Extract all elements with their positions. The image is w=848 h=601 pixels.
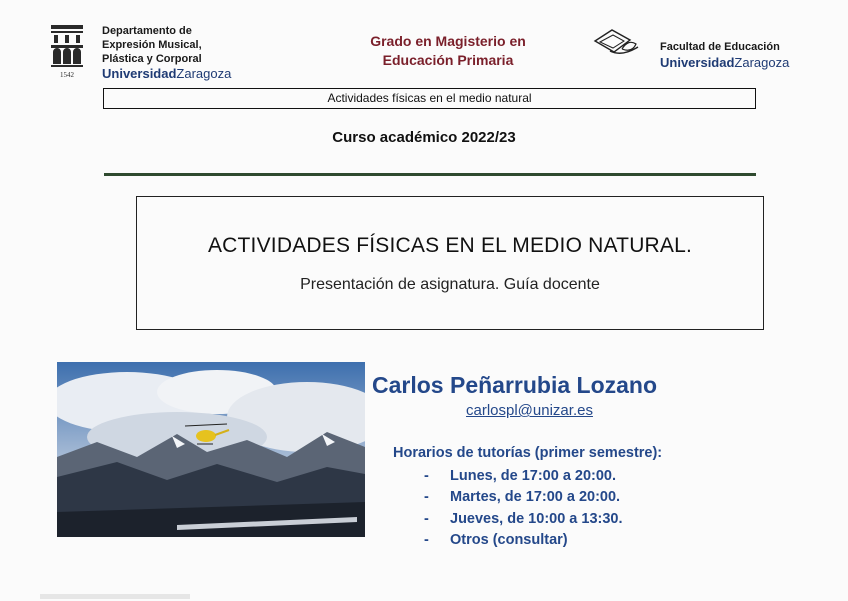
list-item: - Lunes, de 17:00 a 20:00. bbox=[424, 466, 623, 487]
crest-year: 1542 bbox=[60, 71, 74, 79]
degree-title: Grado en Magisterio en Educación Primaria bbox=[370, 33, 526, 68]
department-line: Plástica y Corporal bbox=[102, 53, 202, 65]
faculty-name: Facultad de Educación UniversidadZaragoza bbox=[660, 41, 790, 70]
bullet: - bbox=[424, 468, 429, 484]
university-name: UniversidadZaragoza bbox=[660, 55, 790, 70]
instructor-email-link[interactable]: carlospl@unizar.es bbox=[466, 402, 593, 419]
title-box bbox=[136, 196, 764, 330]
instructor-name: Carlos Peñarrubia Lozano bbox=[372, 372, 658, 398]
university-crest-icon bbox=[48, 22, 86, 80]
list-item: - Jueves, de 10:00 a 13:30. bbox=[424, 509, 623, 530]
department-name bbox=[102, 24, 231, 82]
office-hours-title: Horarios de tutorías (primer semestre): bbox=[393, 445, 663, 461]
scan-artifact bbox=[40, 594, 190, 599]
bullet: - bbox=[424, 531, 429, 548]
academic-year: Curso académico 2022/23 bbox=[332, 129, 516, 146]
faculty-quill-icon bbox=[592, 27, 642, 61]
list-item: - Otros (consultar) bbox=[424, 530, 623, 551]
department-line: Expresión Musical, bbox=[102, 39, 202, 51]
bullet: - bbox=[424, 489, 429, 506]
bullet: - bbox=[424, 510, 429, 527]
divider bbox=[104, 173, 756, 176]
page-subtitle: Presentación de asignatura. Guía docente bbox=[300, 276, 600, 293]
office-hours-list bbox=[424, 466, 623, 551]
helicopter-mountain-photo bbox=[57, 362, 365, 537]
subject-box: Actividades físicas en el medio natural bbox=[103, 88, 756, 109]
university-name: UniversidadZaragoza bbox=[102, 66, 232, 81]
list-item: - Martes, de 17:00 a 20:00. bbox=[424, 487, 623, 508]
department-line: Departamento de bbox=[102, 25, 192, 37]
page-title: ACTIVIDADES FÍSICAS EN EL MEDIO NATURAL. bbox=[207, 234, 693, 257]
